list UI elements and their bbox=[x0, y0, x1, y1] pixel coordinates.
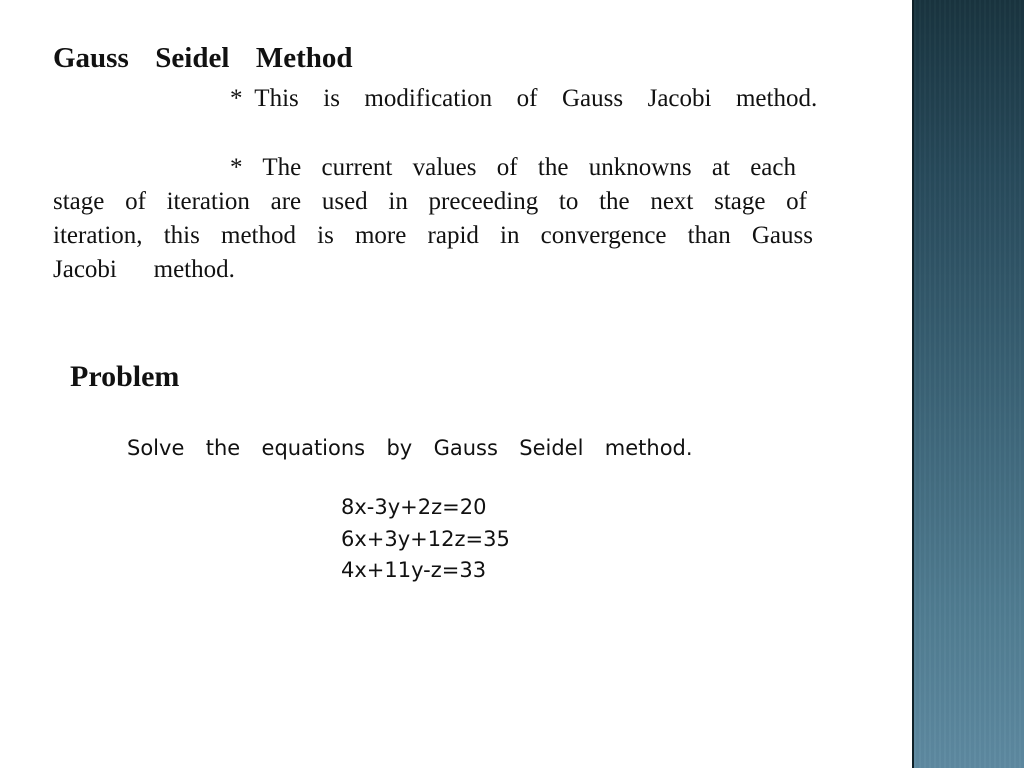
bullet-point-modification: * This is modification of Gauss Jacobi method. bbox=[230, 85, 818, 112]
equation: 4x+11y-z=33 bbox=[341, 558, 487, 582]
equation: 6x+3y+12z=35 bbox=[341, 527, 510, 551]
description-line: stage of iteration are used in preceeding to the next stage of bbox=[53, 188, 807, 215]
description-line: iteration, this method is more rapid in convergence than Gauss bbox=[53, 222, 813, 249]
description-line: * The current values of the unknowns at each bbox=[230, 154, 796, 181]
problem-instruction: Solve the equations by Gauss Seidel method. bbox=[127, 436, 693, 460]
decorative-side-panel bbox=[912, 0, 1024, 768]
problem-heading: Problem bbox=[70, 360, 180, 393]
slide-title: Gauss Seidel Method bbox=[53, 42, 353, 74]
equation: 8x-3y+2z=20 bbox=[341, 495, 487, 519]
description-line: Jacobi method. bbox=[53, 256, 235, 283]
